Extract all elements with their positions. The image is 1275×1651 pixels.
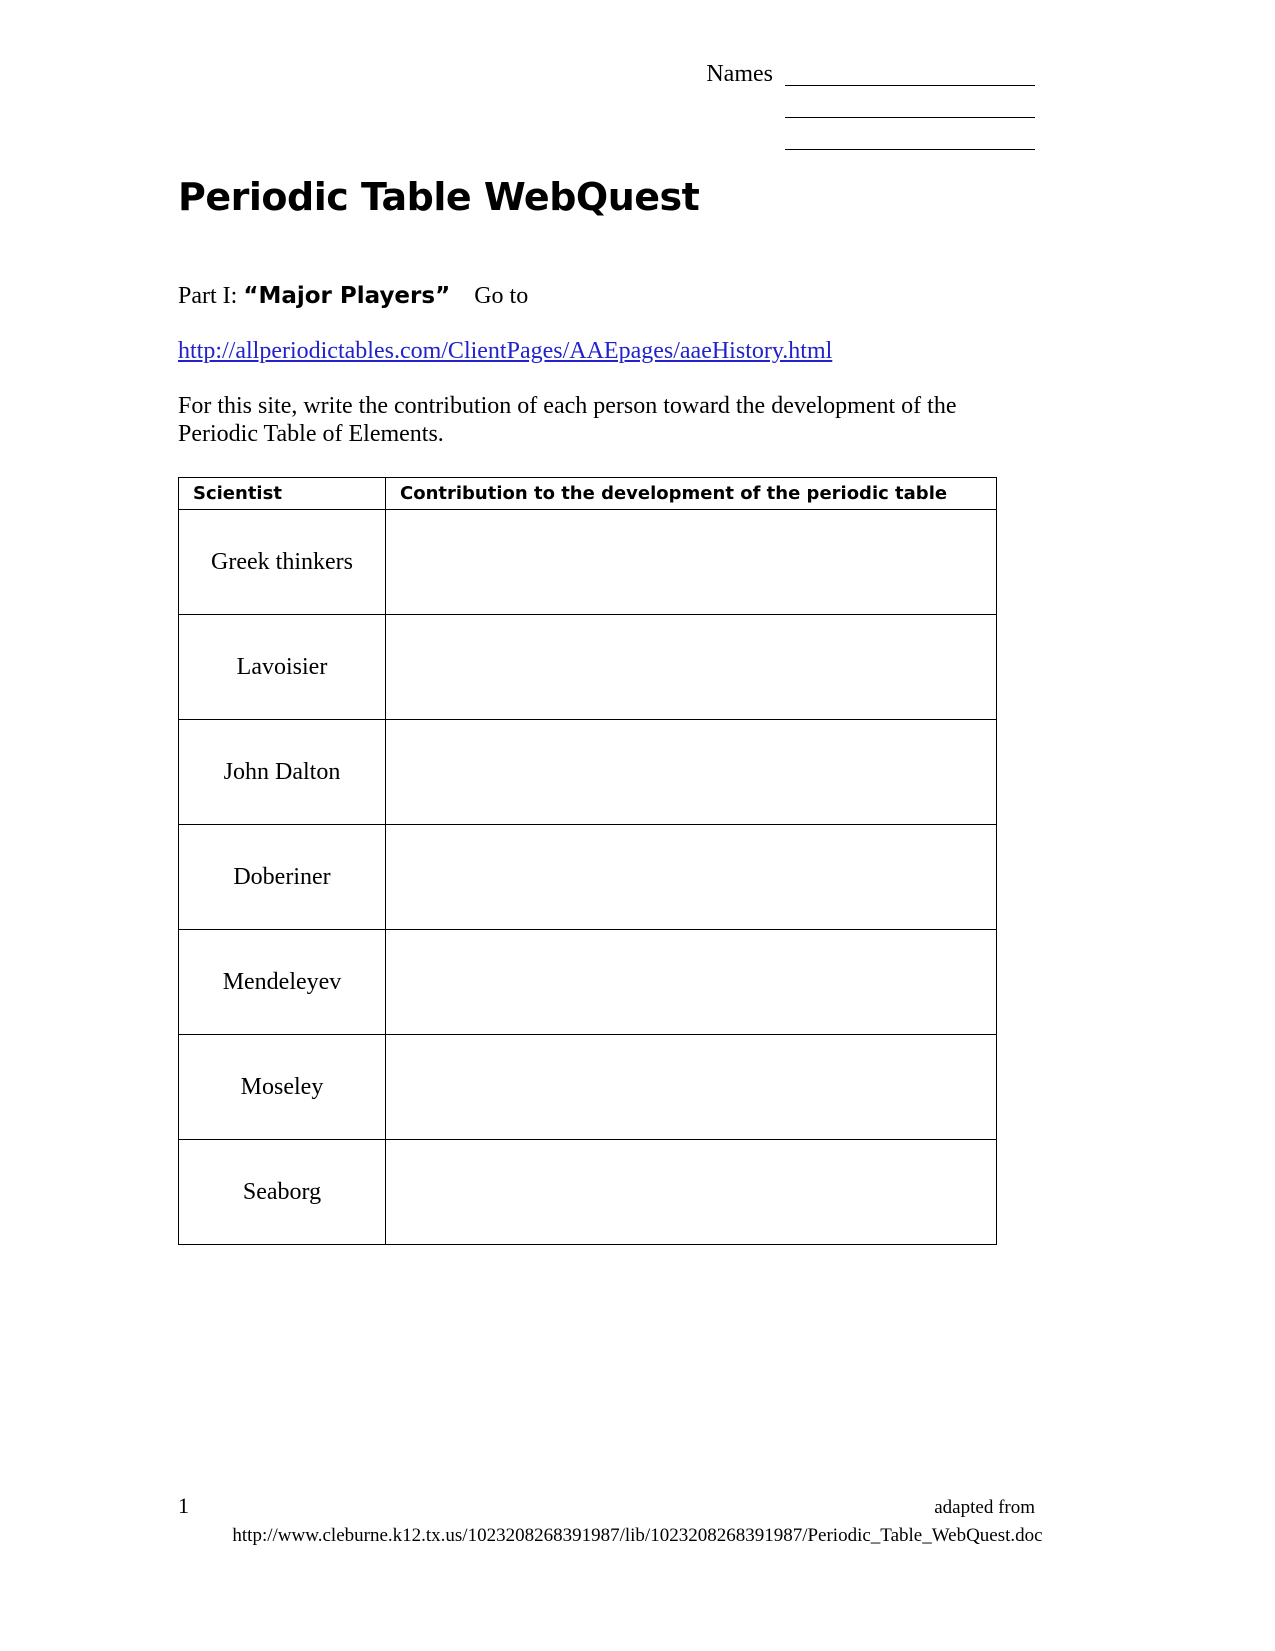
table-row xyxy=(179,825,997,930)
webquest-source-link[interactable]: http://allperiodictables.com/ClientPages/AAEpages/aaeHistory.html xyxy=(178,338,833,364)
contribution-answer-cell[interactable] xyxy=(386,615,997,720)
contribution-answer-cell[interactable] xyxy=(386,825,997,930)
table-row xyxy=(179,510,997,615)
scientist-name-cell: Moseley xyxy=(179,1035,386,1140)
part-one-heading xyxy=(178,282,528,311)
scientist-name-cell: Greek thinkers xyxy=(179,510,386,615)
contribution-answer-cell[interactable] xyxy=(386,720,997,825)
scientist-name-cell: Lavoisier xyxy=(179,615,386,720)
contribution-answer-cell[interactable] xyxy=(386,510,997,615)
names-block xyxy=(0,62,1275,163)
names-label: Names xyxy=(706,61,773,87)
footer-source-url: http://www.cleburne.k12.tx.us/1023208268391987/lib/1023208268391987/Periodic_Table_WebQuest.doc xyxy=(232,1525,1043,1546)
scientist-name-cell: Seaborg xyxy=(179,1140,386,1245)
column-header-contribution: Contribution to the development of the periodic table xyxy=(386,478,997,510)
table-row xyxy=(179,1140,997,1245)
table-row xyxy=(179,720,997,825)
name-blank-line-2[interactable] xyxy=(785,99,1035,118)
contribution-answer-cell[interactable] xyxy=(386,1140,997,1245)
contribution-answer-cell[interactable] xyxy=(386,1035,997,1140)
adapted-from-label: adapted from xyxy=(934,1497,1035,1518)
names-row-1 xyxy=(0,62,1035,86)
contribution-answer-cell[interactable] xyxy=(386,930,997,1035)
scientists-table-wrapper xyxy=(178,477,996,1245)
part-goto-text: Go to xyxy=(474,283,529,309)
column-header-scientist: Scientist xyxy=(179,478,386,510)
table-row xyxy=(179,615,997,720)
table-body xyxy=(179,510,997,1245)
name-blank-line-3[interactable] xyxy=(785,131,1035,150)
part-prefix: Part I: xyxy=(178,283,238,309)
page-title: Periodic Table WebQuest xyxy=(178,175,700,219)
table-head xyxy=(179,478,997,510)
names-row-2 xyxy=(0,99,1035,118)
page-number: 1 xyxy=(178,1493,189,1518)
names-row-3 xyxy=(0,131,1035,150)
table-header-row xyxy=(179,478,997,510)
name-blank-line-1[interactable] xyxy=(785,67,1035,86)
scientist-name-cell: Doberiner xyxy=(179,825,386,930)
table-row xyxy=(179,1035,997,1140)
scientists-table xyxy=(178,477,997,1245)
instructions-paragraph: For this site, write the contribution of each person toward the development of the Periodic Table of Elements. xyxy=(178,393,957,447)
table-row xyxy=(179,930,997,1035)
scientist-name-cell: John Dalton xyxy=(179,720,386,825)
scientist-name-cell: Mendeleyev xyxy=(179,930,386,1035)
part-quoted-title: “Major Players” xyxy=(243,283,451,309)
